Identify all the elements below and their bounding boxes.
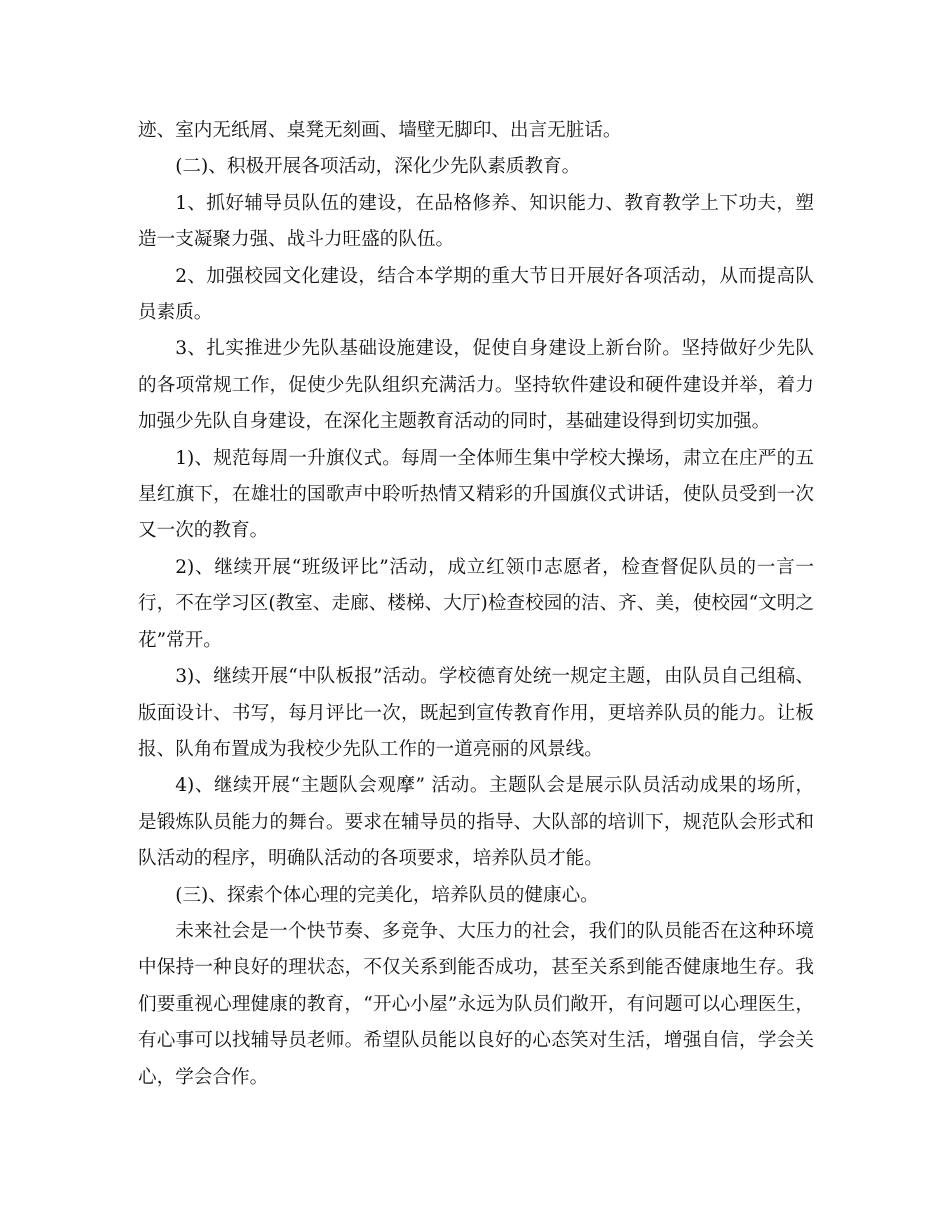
paragraph-continuation: 迹、室内无纸屑、桌凳无刻画、墙壁无脚印、出言无脏话。: [138, 120, 622, 141]
section-heading-two: (二)、积极开展各项活动，深化少先队素质教育。: [175, 156, 581, 178]
paragraph-closing: 未来社会是一个快节奏、多竞争、大压力的社会，我们的队员能否在这种环境中保持一种良好的理状态，不仅关系到能否成功，甚至关系到能否健康地生存。我们要重视心理健康的教育，“开心小屋”永远为队员们敞开，有问题可以心理医生，有心事可以找辅导员老师。希望队员能以良好的心态笑对生活，增强自信，学会关心，学会合作。: [138, 920, 814, 1088]
paragraph-subitem-4: 4)、继续开展“主题队会观摩” 活动。主题队会是展示队员活动成果的场所，是锻炼队员能力的舞台。要求在辅导员的指导、大队部的培训下，规范队会形式和队活动的程序，明确队活动的各项要求，培养队员才能。: [138, 775, 814, 870]
paragraph-item-3: 3、扎实推进少先队基础设施建设，促使自身建设上新台阶。坚持做好少先队的各项常规工作，促使少先队组织充满活力。坚持软件建设和硬件建设并举，着力加强少先队自身建设，在深化主题教育活动的同时，基础建设得到切实加强。: [138, 338, 814, 433]
paragraph-item-1: 1、抓好辅导员队伍的建设，在品格修养、知识能力、教育教学上下功夫，塑造一支凝聚力强、战斗力旺盛的队伍。: [138, 192, 814, 251]
paragraph-subitem-2: 2)、继续开展“班级评比”活动，成立红领巾志愿者，检查督促队员的一言一行，不在学习区(教室、走廊、楼梯、大厅)检查校园的洁、齐、美，使校园“文明之花”常开。: [138, 556, 814, 651]
document-page: [138, 113, 814, 1096]
paragraph-subitem-1: 1)、规范每周一升旗仪式。每周一全体师生集中学校大操场，肃立在庄严的五星红旗下，在雄壮的国歌声中聆听热情又精彩的升国旗仪式讲话，使队员受到一次又一次的教育。: [138, 447, 814, 542]
paragraph-subitem-3: 3)、继续开展“中队板报”活动。学校德育处统一规定主题，由队员自己组稿、版面设计、书写，每月评比一次，既起到宣传教育作用，更培养队员的能力。让板报、队角布置成为我校少先队工作的一道亮丽的风景线。: [138, 666, 814, 760]
paragraph-item-2: 2、加强校园文化建设，结合本学期的重大节日开展好各项活动，从而提高队员素质。: [138, 265, 814, 324]
section-heading-three: (三)、探索个体心理的完美化，培养队员的健康心。: [175, 884, 599, 906]
